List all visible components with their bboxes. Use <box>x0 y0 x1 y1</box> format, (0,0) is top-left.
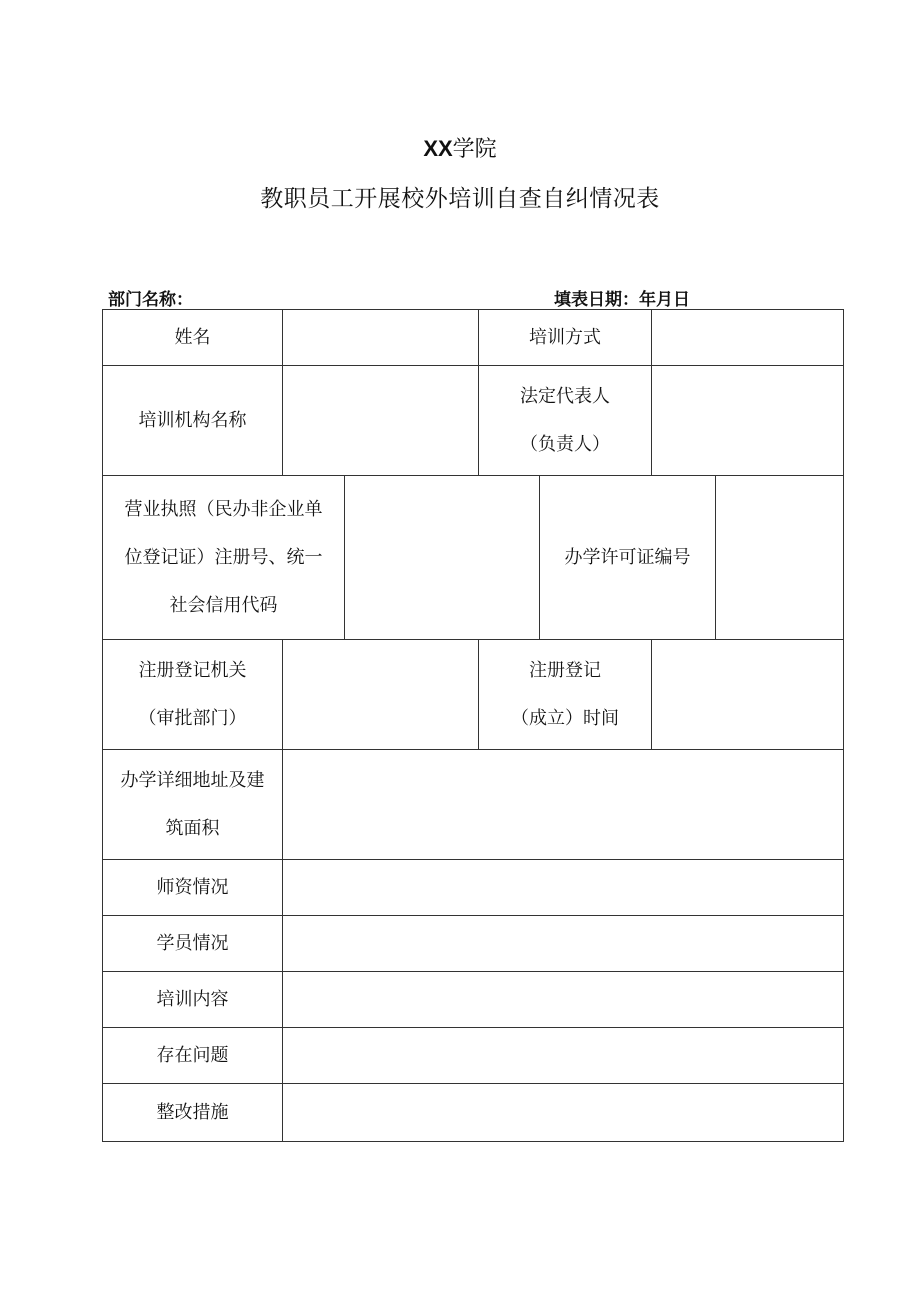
teachers-label: 师资情况 <box>103 860 283 916</box>
registration-time-label <box>479 640 652 750</box>
legal-representative-label <box>479 366 652 476</box>
name-field[interactable] <box>283 310 479 366</box>
registration-time-field[interactable] <box>652 640 844 750</box>
legal-representative-field[interactable] <box>652 366 844 476</box>
address-area-label <box>103 750 283 860</box>
training-content-label: 培训内容 <box>103 972 283 1028</box>
problems-field[interactable] <box>283 1028 844 1084</box>
rectification-field[interactable] <box>283 1084 844 1142</box>
page-title <box>0 134 920 165</box>
license-line3: 社会信用代码 <box>169 594 278 616</box>
self-inspection-form <box>102 309 844 1142</box>
school-permit-field[interactable] <box>716 476 844 640</box>
legal-rep-line2: （负责人） <box>520 433 610 455</box>
page-subtitle: 教职员工开展校外培训自查自纠情况表 <box>260 186 660 212</box>
address-area-field[interactable] <box>283 750 844 860</box>
address-line1: 办学详细地址及建 <box>120 769 265 791</box>
training-method-field[interactable] <box>652 310 844 366</box>
training-content-field[interactable] <box>283 972 844 1028</box>
meta-row <box>108 285 828 309</box>
license-line1: 营业执照（民办非企业单 <box>124 498 323 520</box>
legal-rep-line1: 法定代表人 <box>520 385 610 407</box>
teachers-field[interactable] <box>283 860 844 916</box>
department-label: 部门名称： <box>108 290 193 310</box>
business-license-label <box>103 476 345 640</box>
institution-name-field[interactable] <box>283 366 479 476</box>
name-label: 姓名 <box>103 310 283 366</box>
rectification-label: 整改措施 <box>103 1084 283 1142</box>
fill-date-label: 填表日期：年月日 <box>554 290 690 310</box>
school-permit-label: 办学许可证编号 <box>540 476 716 640</box>
registration-authority-label <box>103 640 283 750</box>
reg-time-line1: 注册登记 <box>529 659 601 681</box>
address-line2: 筑面积 <box>165 817 220 839</box>
reg-time-line2: （成立）时间 <box>511 707 619 729</box>
reg-authority-line2: （审批部门） <box>138 707 247 729</box>
problems-label: 存在问题 <box>103 1028 283 1084</box>
title-suffix: 学院 <box>452 137 497 162</box>
license-line2: 位登记证）注册号、统一 <box>124 546 323 568</box>
students-field[interactable] <box>283 916 844 972</box>
training-method-label: 培训方式 <box>479 310 652 366</box>
business-license-field[interactable] <box>345 476 540 640</box>
title-prefix: XX <box>423 136 453 161</box>
institution-name-label: 培训机构名称 <box>103 366 283 476</box>
students-label: 学员情况 <box>103 916 283 972</box>
registration-authority-field[interactable] <box>283 640 479 750</box>
reg-authority-line1: 注册登记机关 <box>138 659 247 681</box>
